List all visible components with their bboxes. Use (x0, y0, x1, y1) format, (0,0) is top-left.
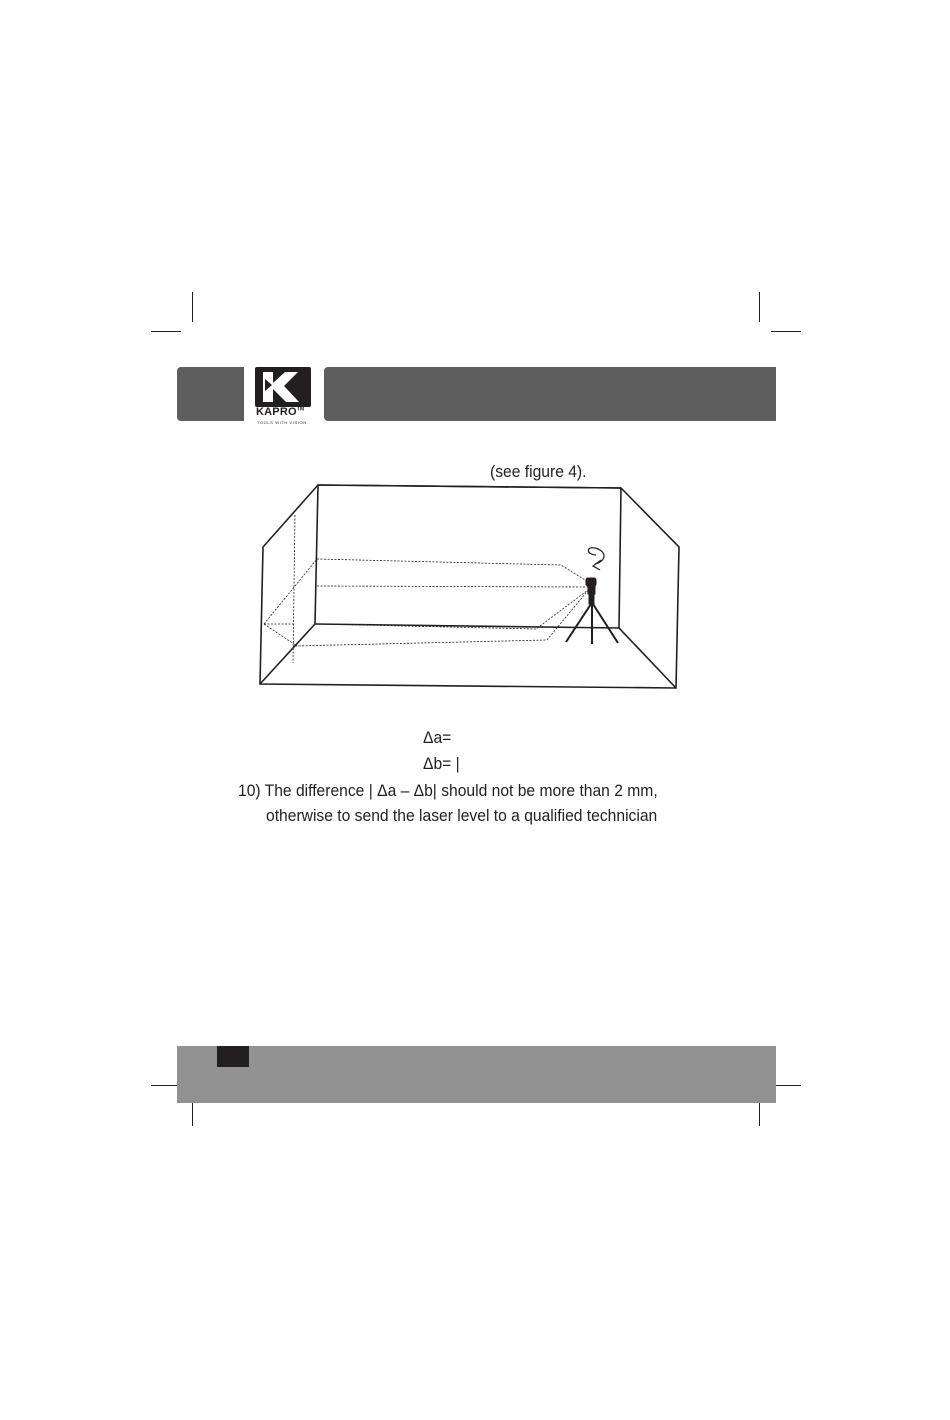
step-10-line-1: 10) The difference | Δa – Δb| should not be more than 2 mm, (238, 781, 658, 800)
laser-level-device (586, 578, 596, 604)
footer-bar (177, 1046, 776, 1103)
kapro-k-logo-icon (255, 367, 311, 407)
crop-mark-top-right-vertical (759, 292, 760, 322)
figure-caption: (see figure 4). (490, 462, 587, 481)
delta-b-label: Δb= | (423, 754, 460, 773)
crop-mark-top-right-horizontal (771, 331, 801, 332)
delta-a-label: Δa= (423, 728, 452, 747)
kapro-logo (255, 367, 317, 427)
header-left-block (177, 367, 244, 421)
tripod (566, 604, 618, 644)
laser-lines (264, 515, 590, 663)
step-10-line-2: otherwise to send the laser level to a qualified technician (266, 806, 658, 825)
rotation-arrow-icon (588, 548, 604, 570)
footer-page-tab (217, 1046, 249, 1067)
logo-tagline: TOOLS WITH VISION (257, 420, 307, 425)
room-outline (260, 485, 679, 688)
room-laser-tripod-diagram (255, 478, 685, 693)
logo-wordmark: KAPRO™ (256, 406, 305, 418)
crop-mark-top-left-vertical (192, 292, 193, 322)
crop-mark-top-left-horizontal (151, 331, 181, 332)
header-title-bar (324, 367, 776, 421)
